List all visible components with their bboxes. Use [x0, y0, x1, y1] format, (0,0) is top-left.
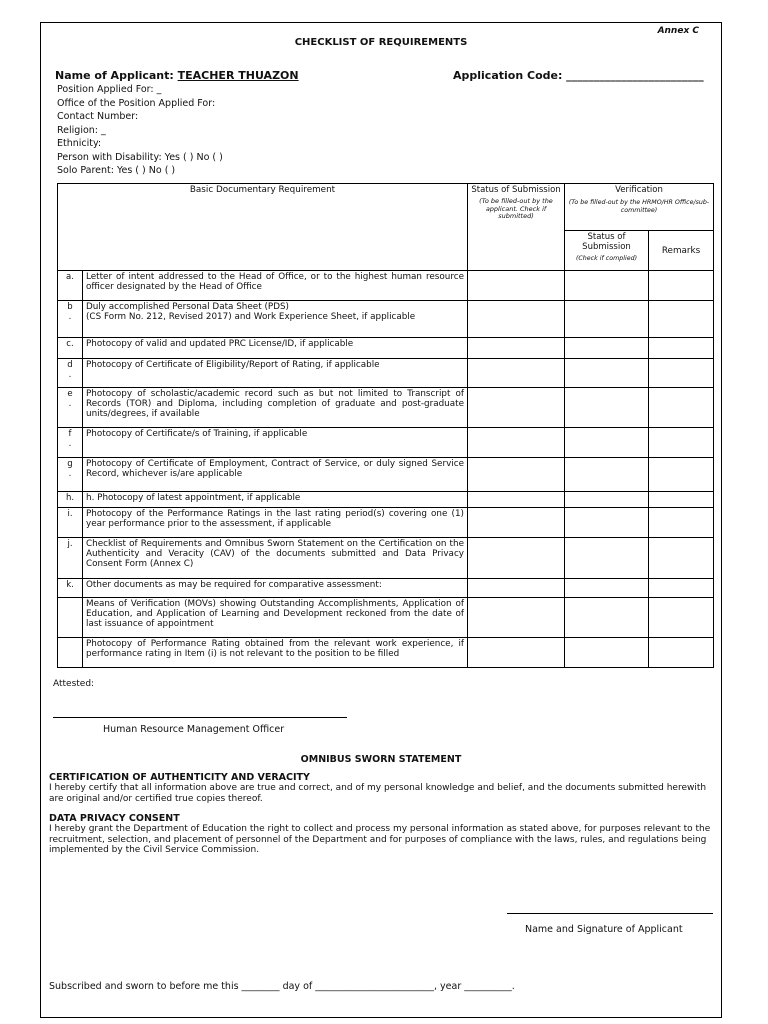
row-requirement: Letter of intent addressed to the Head of Office, or to the highest human resource officer designated by the Head of Office — [83, 271, 468, 301]
requirements-table — [57, 183, 714, 668]
verification-status-cell[interactable] — [565, 301, 649, 338]
verification-status-cell[interactable] — [565, 338, 649, 359]
header-status-label: Status of Submission — [471, 185, 561, 195]
remarks-cell[interactable] — [649, 271, 714, 301]
applicant-status-cell[interactable] — [468, 428, 565, 458]
applicant-name-value: TEACHER THUAZON — [177, 69, 299, 82]
omnibus-title: OMNIBUS SWORN STATEMENT — [300, 754, 462, 765]
applicant-status-cell[interactable] — [468, 638, 565, 668]
subheader-remarks: Remarks — [649, 231, 714, 271]
info-line: Office of the Position Applied For: — [57, 97, 216, 109]
row-requirement: Photocopy of Certificate of Eligibility/Report of Rating, if applicable — [83, 359, 468, 388]
row-letter: j. — [58, 538, 83, 579]
row-letter: c. — [58, 338, 83, 359]
row-requirement: h. Photocopy of latest appointment, if applicable — [83, 492, 468, 508]
info-line: Solo Parent: Yes ( ) No ( ) — [57, 165, 176, 176]
info-line: Position Applied For: _ — [57, 84, 162, 95]
applicant-status-cell[interactable] — [468, 598, 565, 638]
subheader-status — [565, 231, 649, 271]
sworn-statement-line: Subscribed and sworn to before me this ________ day of _________________________, year __________. — [49, 981, 515, 992]
applicant-name — [55, 69, 299, 82]
verification-status-cell[interactable] — [565, 598, 649, 638]
document-title: CHECKLIST OF REQUIREMENTS — [294, 37, 468, 48]
dpc-title: DATA PRIVACY CONSENT — [49, 813, 180, 824]
verification-status-cell[interactable] — [565, 271, 649, 301]
table-row — [58, 538, 714, 579]
verification-status-cell[interactable] — [565, 538, 649, 579]
row-letter: h. — [58, 492, 83, 508]
verification-status-cell[interactable] — [565, 388, 649, 428]
row-letter: e . — [58, 388, 83, 428]
cav-text: I hereby certify that all information above are true and correct, and of my personal knowledge and belief, and the documents submitted herewith are original and/or certified true copies thereof. — [49, 783, 707, 804]
row-letter: a. — [58, 271, 83, 301]
row-letter: i. — [58, 508, 83, 538]
remarks-cell[interactable] — [649, 598, 714, 638]
table-row — [58, 579, 714, 598]
table-row — [58, 301, 714, 338]
verification-status-cell[interactable] — [565, 638, 649, 668]
table-row — [58, 388, 714, 428]
table-row — [58, 598, 714, 638]
remarks-cell[interactable] — [649, 301, 714, 338]
document-page — [40, 22, 722, 1018]
remarks-cell[interactable] — [649, 338, 714, 359]
verification-status-cell[interactable] — [565, 359, 649, 388]
remarks-cell[interactable] — [649, 458, 714, 492]
applicant-status-cell[interactable] — [468, 492, 565, 508]
row-letter: b . — [58, 301, 83, 338]
header-verification-note: (To be filled-out by the HRMO/HR Office/sub-committee) — [568, 199, 710, 214]
row-letter: d . — [58, 359, 83, 388]
row-letter — [58, 638, 83, 668]
applicant-info — [57, 83, 223, 178]
remarks-cell[interactable] — [649, 638, 714, 668]
table-row — [58, 492, 714, 508]
table-row — [58, 638, 714, 668]
table-row — [58, 428, 714, 458]
applicant-signature-label: Name and Signature of Applicant — [525, 924, 683, 935]
table-row — [58, 359, 714, 388]
applicant-status-cell[interactable] — [468, 301, 565, 338]
applicant-name-label: Name of Applicant: — [55, 69, 178, 82]
row-requirement: Duly accomplished Personal Data Sheet (PDS) (CS Form No. 212, Revised 2017) and Work Experience Sheet, if applicable — [83, 301, 468, 338]
row-letter: k. — [58, 579, 83, 598]
cav-title: CERTIFICATION OF AUTHENTICITY AND VERACITY — [49, 772, 310, 783]
row-letter: g . — [58, 458, 83, 492]
hrmo-label: Human Resource Management Officer — [103, 724, 285, 735]
row-requirement: Photocopy of the Performance Ratings in the last rating period(s) covering one (1) year performance prior to the assessment, if applicable — [83, 508, 468, 538]
applicant-status-cell[interactable] — [468, 508, 565, 538]
applicant-status-cell[interactable] — [468, 338, 565, 359]
verification-status-cell[interactable] — [565, 428, 649, 458]
remarks-cell[interactable] — [649, 538, 714, 579]
applicant-status-cell[interactable] — [468, 359, 565, 388]
verification-status-cell[interactable] — [565, 579, 649, 598]
row-requirement: Other documents as may be required for comparative assessment: — [83, 579, 468, 598]
header-status-note: (To be filled-out by the applicant. Check if submitted) — [479, 197, 553, 220]
row-requirement: Photocopy of Certificate/s of Training, if applicable — [83, 428, 468, 458]
verification-status-cell[interactable] — [565, 492, 649, 508]
remarks-cell[interactable] — [649, 579, 714, 598]
application-code: Application Code: _________________________ — [453, 69, 704, 82]
applicant-status-cell[interactable] — [468, 458, 565, 492]
verification-status-cell[interactable] — [565, 508, 649, 538]
remarks-cell[interactable] — [649, 492, 714, 508]
hrmo-signature-line — [53, 717, 347, 718]
info-line: Contact Number: — [57, 111, 139, 122]
subheader-status-label: Status of Submission — [582, 232, 631, 252]
table-row — [58, 271, 714, 301]
table-row — [58, 508, 714, 538]
row-requirement: Means of Verification (MOVs) showing Outstanding Accomplishments, Application of Education, and Application of Learning and Development reckoned from the date of last issuance of appointment — [83, 598, 468, 638]
remarks-cell[interactable] — [649, 359, 714, 388]
applicant-signature-line — [507, 913, 713, 914]
applicant-status-cell[interactable] — [468, 538, 565, 579]
info-line: Person with Disability: Yes ( ) No ( ) — [57, 151, 223, 163]
row-requirement: Photocopy of scholastic/academic record such as but not limited to Transcript of Records (TOR) and Diploma, including completion of graduate and post-graduate units/degrees, if available — [83, 388, 468, 428]
remarks-cell[interactable] — [649, 388, 714, 428]
attested-label: Attested: — [53, 679, 95, 689]
applicant-status-cell[interactable] — [468, 271, 565, 301]
applicant-status-cell[interactable] — [468, 388, 565, 428]
header-verification-label: Verification — [615, 185, 663, 195]
header-basic-requirement: Basic Documentary Requirement — [58, 184, 468, 271]
verification-status-cell[interactable] — [565, 458, 649, 492]
applicant-status-cell[interactable] — [468, 579, 565, 598]
table-row — [58, 458, 714, 492]
row-requirement: Checklist of Requirements and Omnibus Sworn Statement on the Certification on the Authenticity and Veracity (CAV) of the documents submitted and Data Privacy Consent Form (Annex C) — [83, 538, 468, 579]
row-letter — [58, 598, 83, 638]
subheader-status-note: (Check if complied) — [575, 255, 638, 262]
table-row — [58, 338, 714, 359]
row-requirement: Photocopy of Certificate of Employment, Contract of Service, or duly signed Service Record, whichever is/are applicable — [83, 458, 468, 492]
header-status — [468, 184, 565, 271]
row-requirement: Photocopy of Performance Rating obtained from the relevant work experience, if performance rating in Item (i) is not relevant to the position to be filled — [83, 638, 468, 668]
remarks-cell[interactable] — [649, 428, 714, 458]
dpc-text: I hereby grant the Department of Education the right to collect and process my personal information as stated above, for purposes relevant to the recruitment, selection, and placement of personnel of the Department and for purposes of compliance with the laws, rules, and regulations being implemented by the Civil Service Commission. — [49, 824, 711, 855]
annex-label: Annex C — [657, 26, 699, 36]
row-letter: f . — [58, 428, 83, 458]
header-verification — [565, 184, 714, 231]
remarks-cell[interactable] — [649, 508, 714, 538]
row-requirement: Photocopy of valid and updated PRC License/ID, if applicable — [83, 338, 468, 359]
info-line: Ethnicity: — [57, 138, 102, 149]
info-line: Religion: _ — [57, 124, 106, 136]
